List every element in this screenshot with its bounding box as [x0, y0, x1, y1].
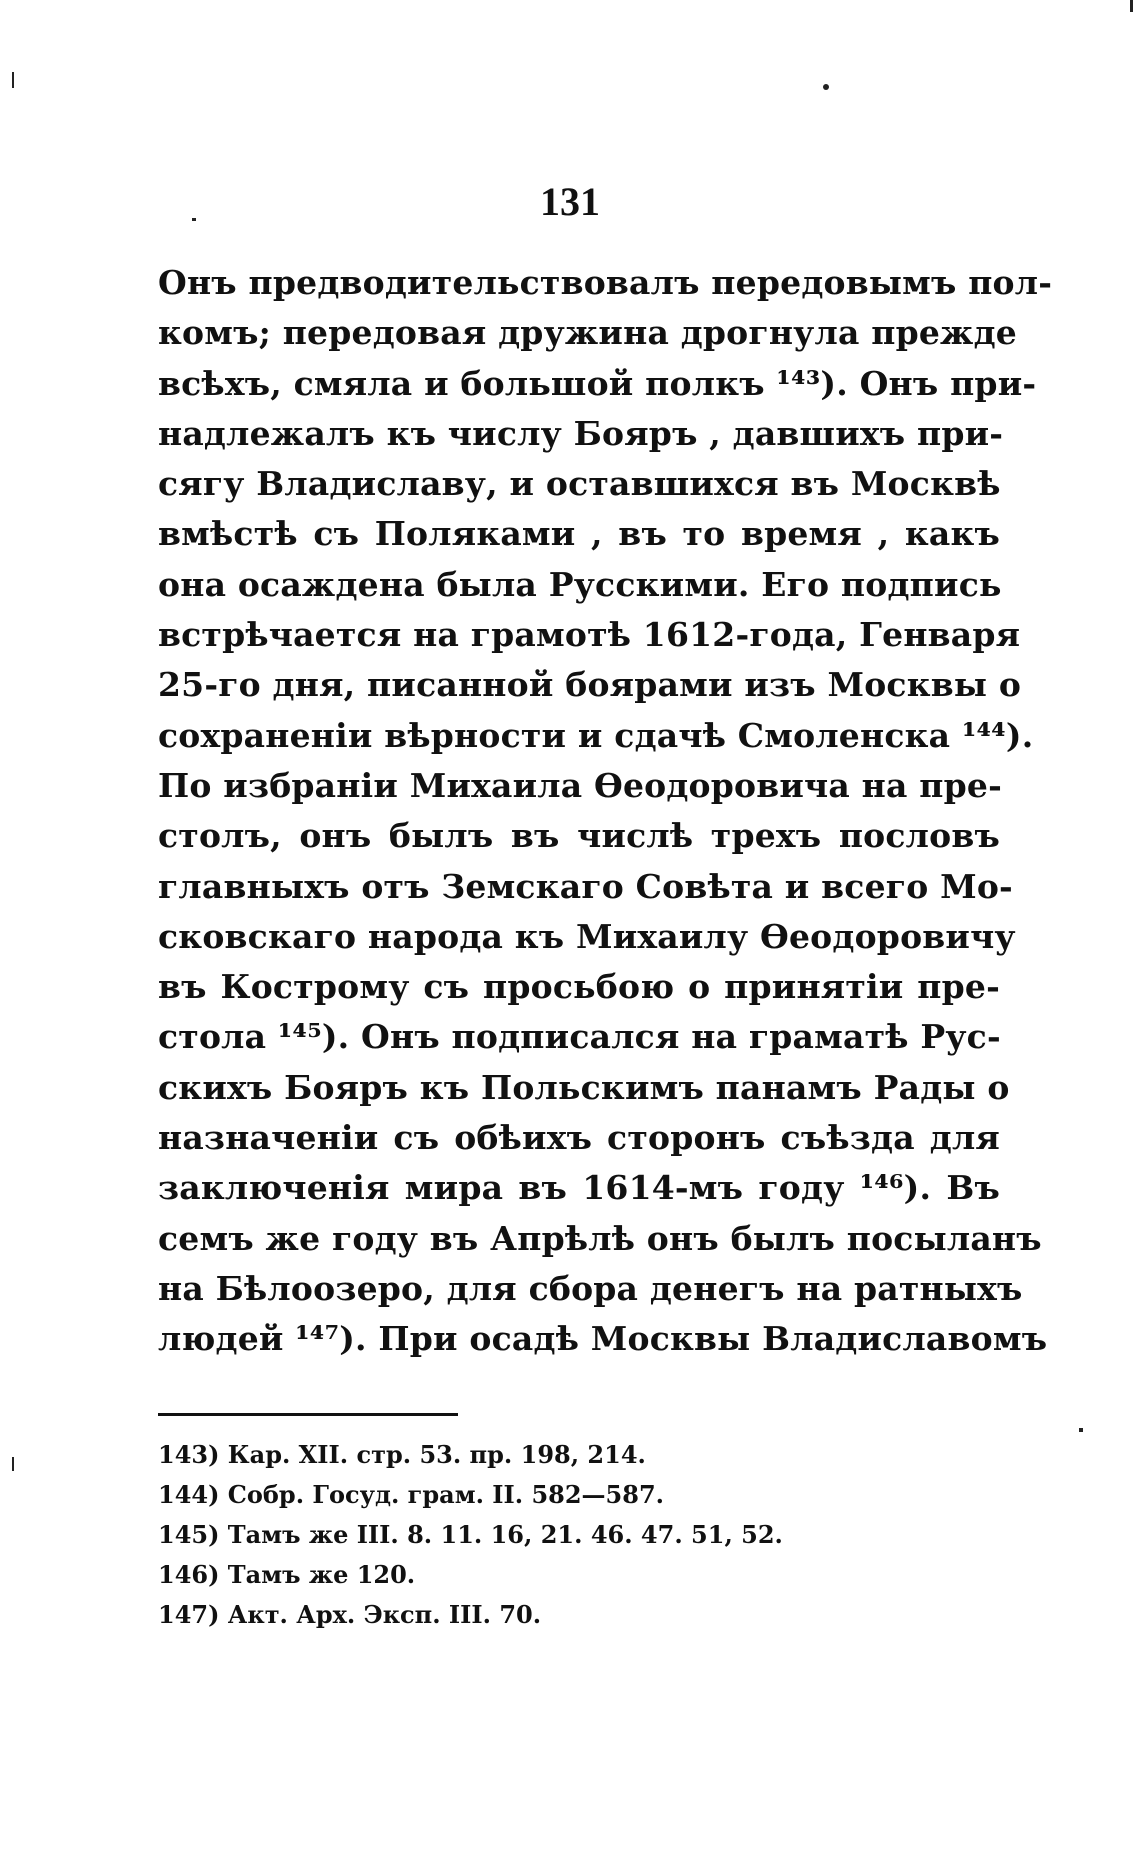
text-line: скихъ Бояръ къ Польскимъ панамъ Рады о [158, 1067, 1010, 1107]
text-line: она осаждена была Русскими. Его подпись [158, 564, 1002, 604]
scan-speck [1079, 1428, 1083, 1432]
footnote: 146) Тамъ же 120. [158, 1560, 416, 1589]
text-line: сохраненіи вѣрности и сдачѣ Смоленска ¹⁴⁴). [158, 715, 1034, 755]
text-line: Онъ предводительствовалъ передовымъ пол- [158, 263, 1053, 302]
text-line: назначеніи съ обѣихъ сторонъ съѣзда для [158, 1118, 1000, 1158]
scan-speck [192, 218, 196, 221]
text-line: семъ же году въ Апрѣлѣ онъ былъ посыланъ [158, 1218, 1042, 1258]
page-number: 131 [540, 179, 600, 224]
footnote: 143) Кар. XII. стр. 53. пр. 198, 214. [158, 1440, 646, 1469]
footnote: 144) Собр. Госуд. грам. II. 582—587. [158, 1480, 664, 1509]
text-line: комъ; передовая дружина дрогнула прежде [158, 313, 1017, 353]
text-line: всѣхъ, смяла и большой полкъ ¹⁴³). Онъ при- [158, 363, 1037, 403]
footnote: 145) Тамъ же III. 8. 11. 16, 21. 46. 47. 51, 52. [158, 1520, 783, 1549]
scan-speck [1130, 0, 1133, 12]
text-line: надлежалъ къ числу Бояръ , давшихъ при- [158, 413, 1004, 453]
text-line: главныхъ отъ Земскаго Совѣта и всего Мо- [158, 866, 1013, 906]
text-line: вмѣстѣ съ Поляками , въ то время , какъ [158, 514, 1000, 554]
text-line: сягу Владиславу, и оставшихся въ Москвѣ [158, 464, 1001, 504]
text-line: По избраніи Михаила Ѳеодоровича на пре- [158, 765, 1003, 805]
text-line: сковскаго народа къ Михаилу Ѳеодоровичу [158, 916, 1016, 956]
text-line: заключенія мира въ 1614-мъ году ¹⁴⁶). Въ [158, 1168, 1000, 1208]
text-line: 25-го дня, писанной боярами изъ Москвы о [158, 665, 1022, 705]
text-line: людей ¹⁴⁷). При осадѣ Москвы Владиславомъ [158, 1319, 1048, 1359]
scan-speck [823, 84, 829, 90]
text-line: въ Кострому съ просьбою о принятіи пре- [158, 967, 1000, 1007]
footnote: 147) Акт. Арх. Экcп. III. 70. [158, 1600, 542, 1629]
footnote-divider [158, 1413, 458, 1416]
scan-speck [12, 72, 14, 88]
text-line: стола ¹⁴⁵). Онъ подписался на граматѣ Рус- [158, 1017, 1001, 1057]
body-text [158, 258, 1053, 1365]
footnotes [158, 1435, 878, 1635]
text-line: на Бѣлоозеро, для сбора денегъ на ратныхъ [158, 1268, 1023, 1308]
scan-speck [12, 1457, 14, 1471]
text-line: столъ, онъ былъ въ числѣ трехъ пословъ [158, 816, 1000, 856]
text-line: встрѣчается на грамотѣ 1612-года, Генваря [158, 615, 1021, 655]
